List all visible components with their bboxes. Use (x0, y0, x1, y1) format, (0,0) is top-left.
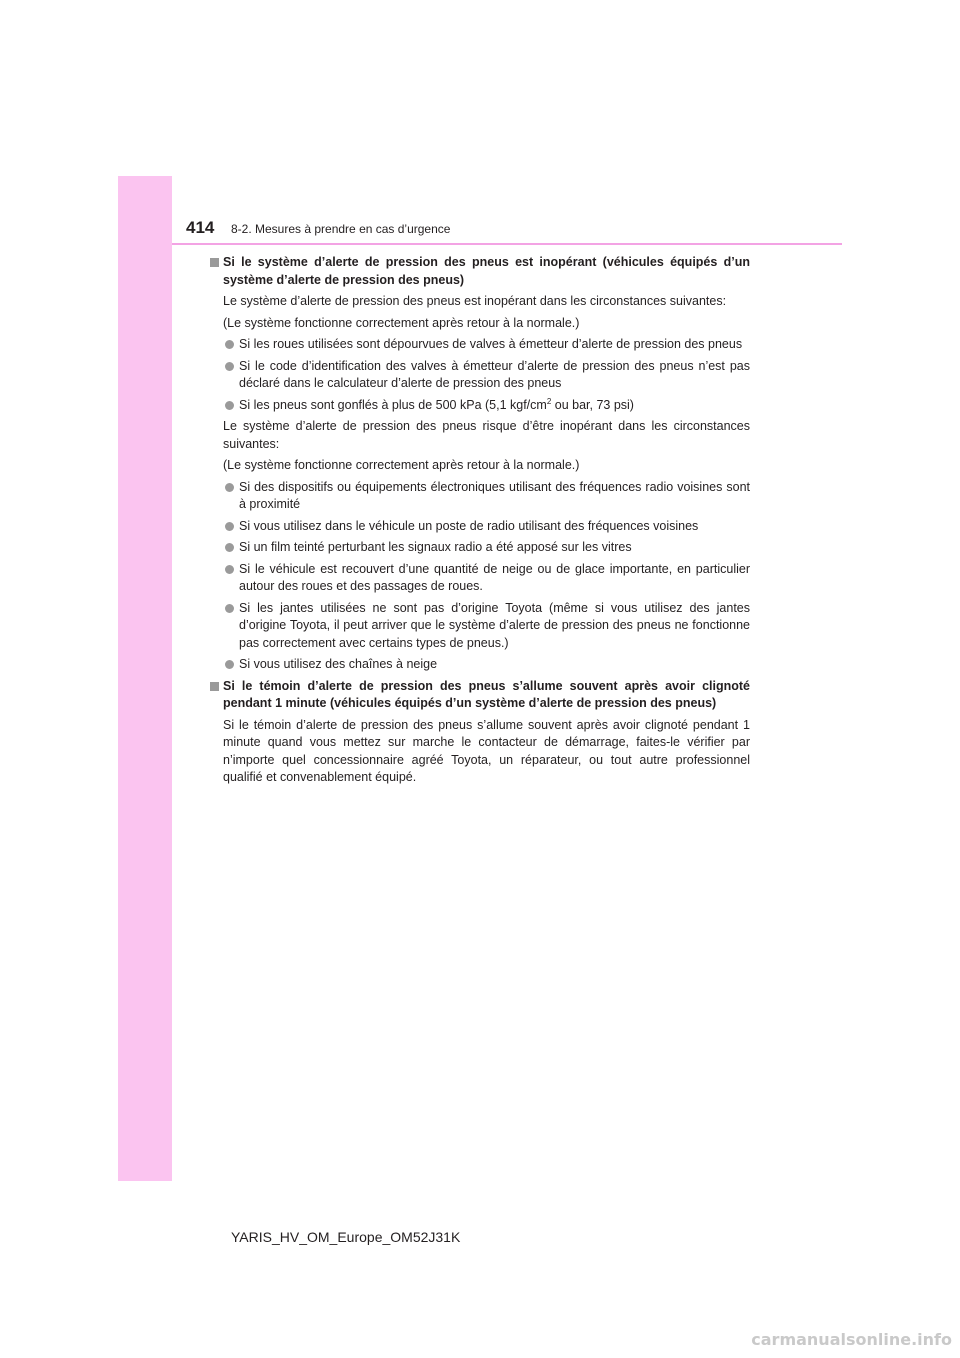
square-bullet-icon (210, 258, 219, 267)
list-item-text: Si le véhicule est recouvert d’une quantité de neige ou de glace importante, en particulier autour des roues et des passages de roues. (239, 561, 750, 593)
round-bullet-icon (225, 483, 234, 492)
list-item-text-after: ou bar, 73 psi) (551, 397, 634, 412)
watermark-logo: carmanualsonline.info (751, 1330, 952, 1349)
list-item-text: Si les roues utilisées sont dépourvues de valves à émetteur d’alerte de pression des pneus (239, 337, 743, 351)
list-item-text: Si le code d’identification des valves à émetteur d’alerte de pression des pneus n’est pas déclaré dans le calculateur d’alerte de pression des pneus (239, 358, 750, 390)
list-item (208, 561, 750, 596)
list-item (208, 397, 750, 415)
list-item (208, 600, 750, 653)
heading-text: Si le témoin d’alerte de pression des pneus s’allume souvent après avoir clignoté pendant 1 minute (véhicules équipés d’un système d’alerte de pression des pneus) (223, 678, 750, 710)
round-bullet-icon (225, 660, 234, 669)
header-divider (172, 243, 842, 245)
list-item (208, 656, 750, 674)
superscript: 2 (546, 396, 552, 406)
list-item-text: Si vous utilisez dans le véhicule un poste de radio utilisant des fréquences voisines (239, 518, 699, 533)
round-bullet-icon (225, 604, 234, 613)
round-bullet-icon (225, 362, 234, 371)
paragraph-note: (Le système fonctionne correctement après retour à la normale.) (223, 315, 580, 330)
list-item-text: Si un film teinté perturbant les signaux radio a été apposé sur les vitres (239, 540, 632, 554)
round-bullet-icon (225, 340, 234, 349)
list-item-text: Si des dispositifs ou équipements électroniques utilisant des fréquences radio voisines sont à proximité (239, 479, 750, 511)
list-item (208, 358, 750, 393)
section-heading-warning-light (208, 678, 750, 713)
paragraph: Le système d’alerte de pression des pneus risque d’être inopérant dans les circonstances suivantes: (223, 419, 750, 451)
page-number: 414 (186, 218, 215, 237)
round-bullet-icon (225, 543, 234, 552)
square-bullet-icon (210, 682, 219, 691)
paragraph: Le système d’alerte de pression des pneus est inopérant dans les circonstances suivantes: (223, 294, 727, 308)
list-item (208, 479, 750, 514)
list-item (208, 336, 750, 354)
heading-text: Si le système d’alerte de pression des pneus est inopérant (véhicules équipés d’un système d’alerte de pression des pneus) (223, 255, 750, 287)
document-footer: YARIS_HV_OM_Europe_OM52J31K (231, 1229, 461, 1245)
round-bullet-icon (225, 565, 234, 574)
list-item-text: Si vous utilisez des chaînes à neige (239, 657, 438, 671)
list-item (208, 518, 750, 536)
side-color-band (118, 176, 172, 1181)
section-heading-tpms-inoperative (208, 254, 750, 289)
list-item (208, 539, 750, 557)
page-content (208, 254, 750, 791)
round-bullet-icon (225, 401, 234, 410)
round-bullet-icon (225, 522, 234, 531)
paragraph: Si le témoin d’alerte de pression des pneus s’allume souvent après avoir clignoté pendant 1 minute quand vous mettez sur marche le contacteur de démarrage, faites-le vérifier par n’importe quel concessionnaire agréé Toyota, un réparateur, ou tout autre professionnel qualifié et convenablement équipé. (223, 717, 750, 784)
section-title: 8-2. Mesures à prendre en cas d’urgence (231, 222, 451, 236)
list-item-text: Si les jantes utilisées ne sont pas d’origine Toyota (même si vous utilisez des jantes d’origine Toyota, il peut arriver que le système d’alerte de pression des pneus ne fonctionne pas correctement avec certains types de pneus.) (239, 600, 750, 650)
list-item-text-before: Si les pneus sont gonflés à plus de 500 kPa (5,1 kgf/cm (239, 397, 547, 412)
paragraph-note: (Le système fonctionne correctement après retour à la normale.) (223, 458, 580, 472)
